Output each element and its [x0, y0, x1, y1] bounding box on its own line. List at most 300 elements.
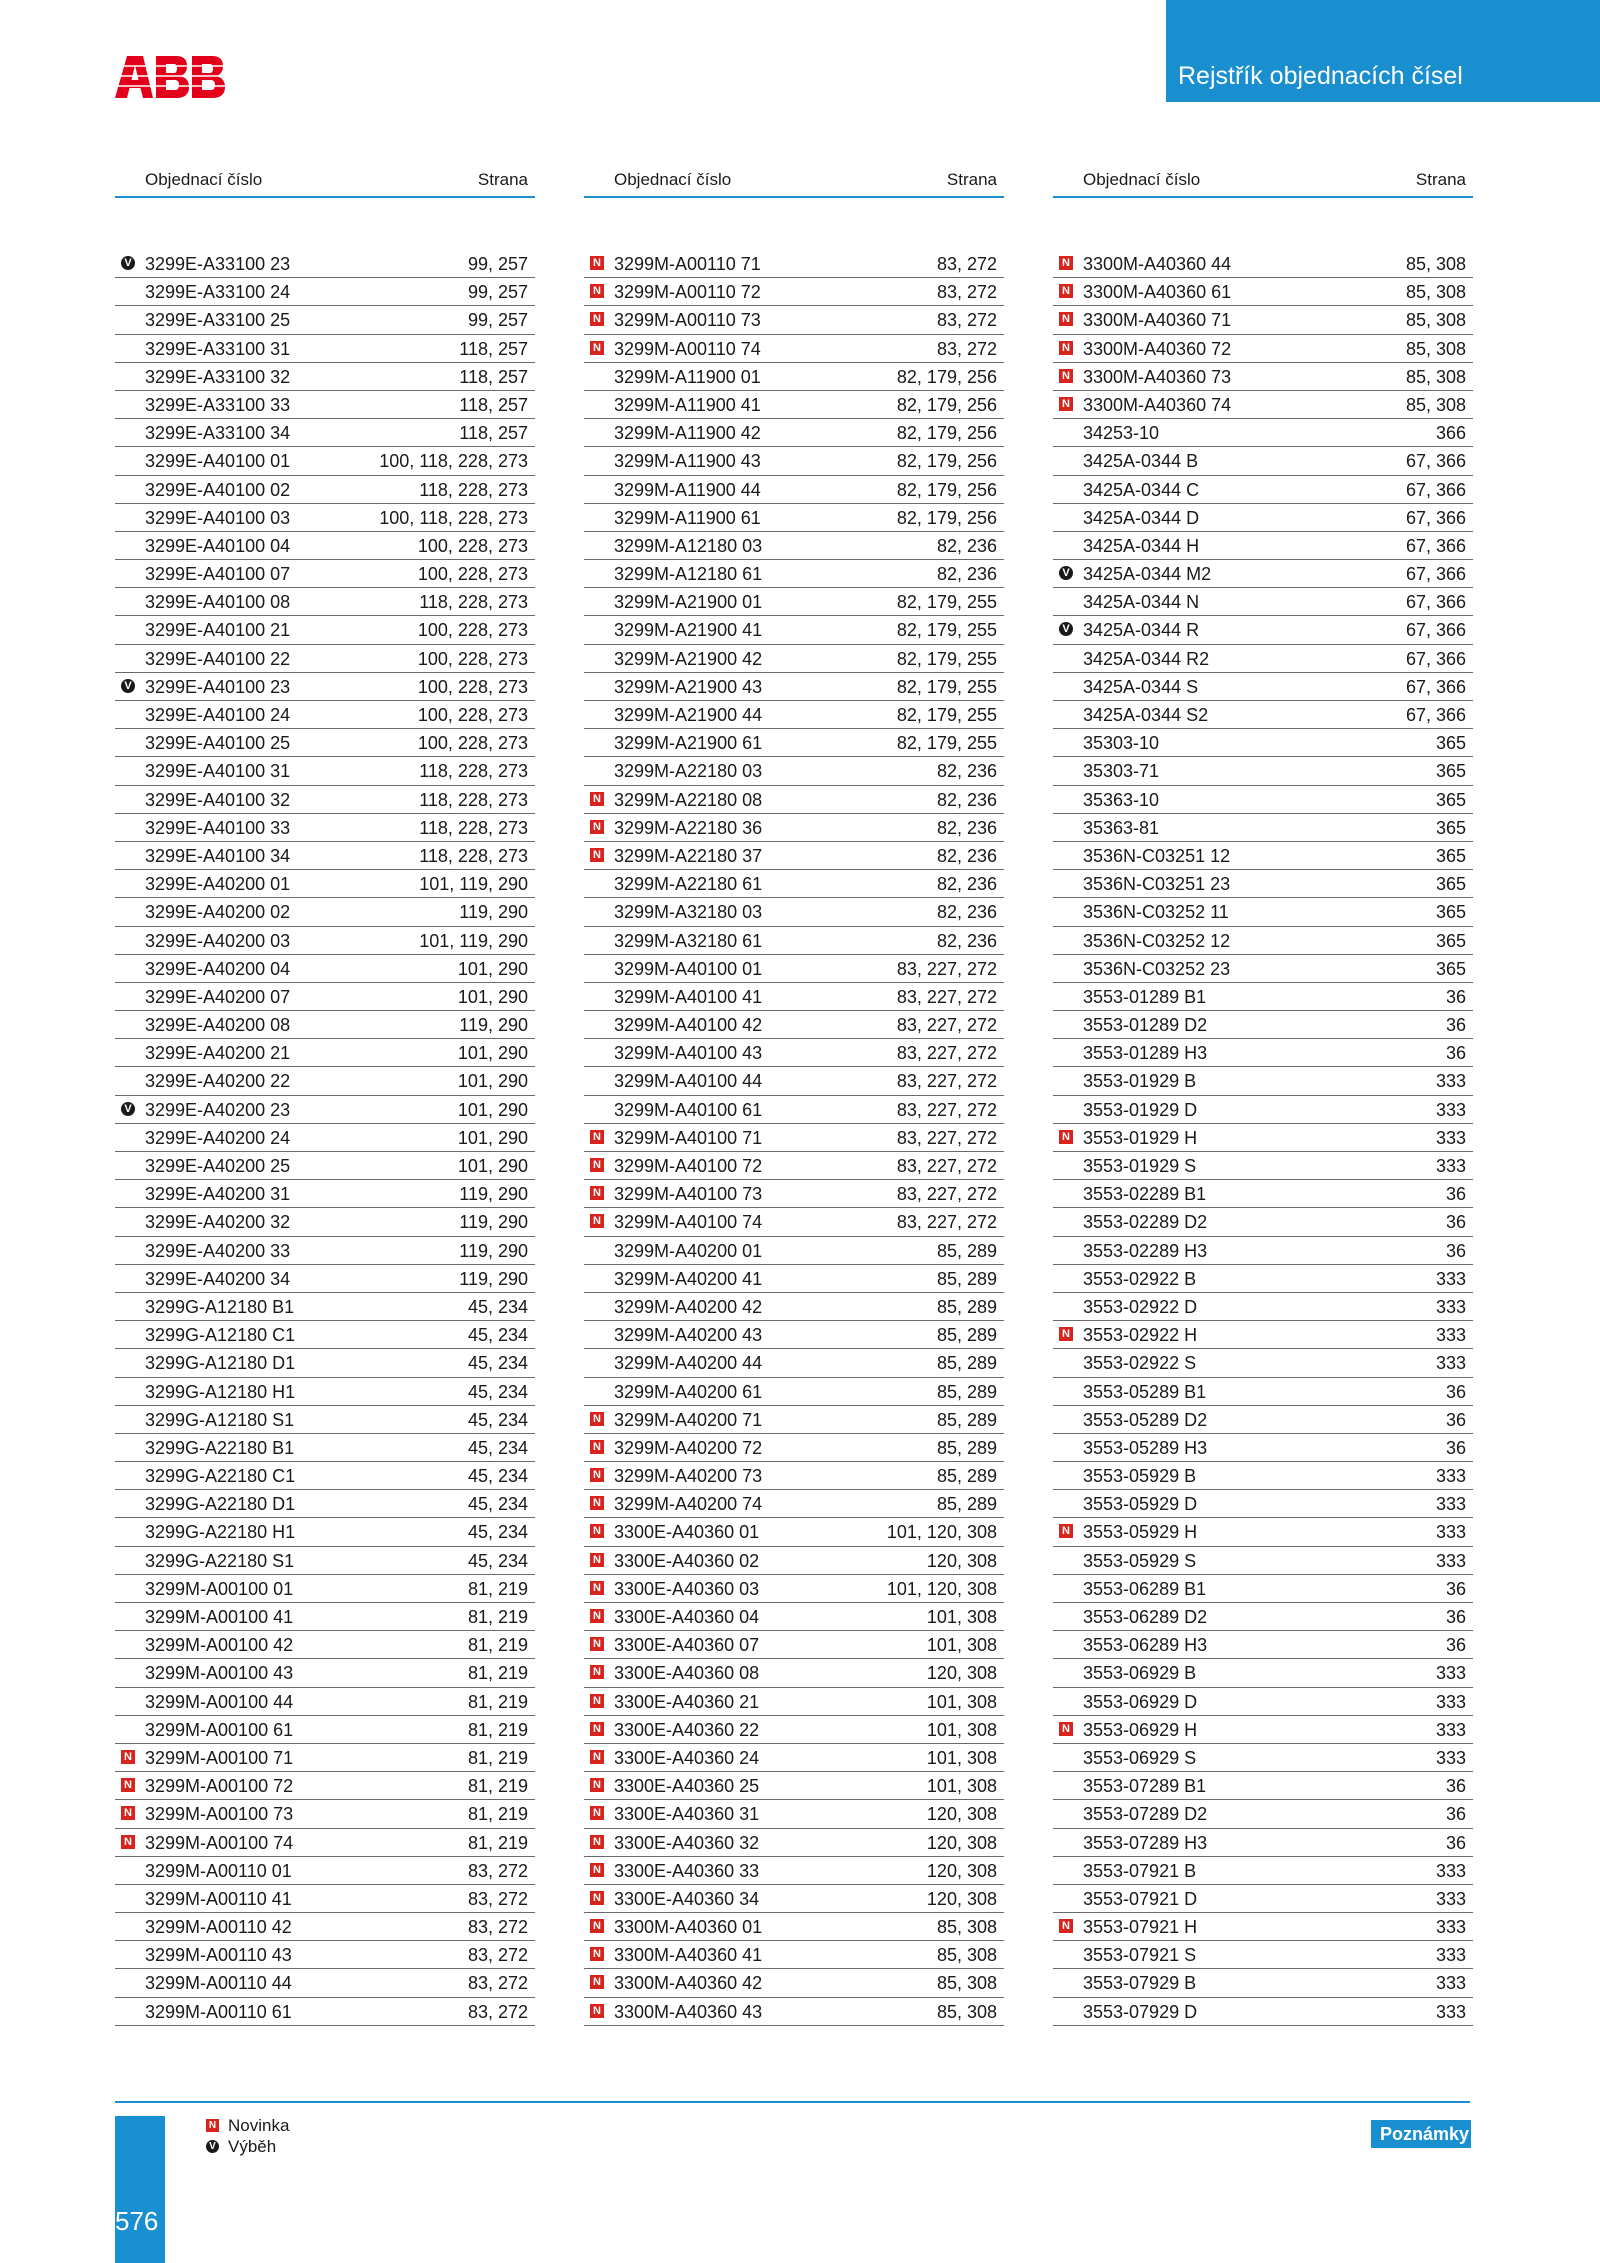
page-reference: 333	[1435, 1663, 1466, 1684]
index-row	[115, 1208, 535, 1236]
page-reference: 83, 227, 272	[896, 1156, 997, 1176]
page-reference: 101, 290	[457, 1127, 528, 1148]
order-number: 3553-01289 D2	[1083, 1015, 1208, 1036]
order-number: 3300E-A40360 25	[614, 1776, 760, 1797]
order-number: 3299M-A22180 61	[614, 874, 763, 895]
page-reference: 81, 219	[467, 1776, 528, 1797]
index-row	[115, 476, 535, 504]
index-row	[584, 1293, 1004, 1321]
order-number: 3299E-A40100 08	[145, 592, 291, 613]
page-reference: 365	[1435, 845, 1466, 866]
order-number: 3553-06289 B1	[1083, 1578, 1207, 1599]
page-reference: 45, 234	[467, 1325, 528, 1346]
index-row	[584, 504, 1004, 532]
order-number: 3299G-A22180 D1	[145, 1494, 296, 1515]
index-row	[115, 1378, 535, 1406]
index-row	[584, 1913, 1004, 1941]
index-row	[584, 250, 1004, 278]
index-row	[584, 1406, 1004, 1434]
order-number: 3299E-A40200 34	[145, 1268, 291, 1289]
index-row	[115, 1998, 535, 2026]
sale-badge-icon: V	[1059, 566, 1073, 580]
index-row	[115, 1800, 535, 1828]
index-row	[115, 814, 535, 842]
index-row	[1053, 1152, 1473, 1180]
page-reference: 365	[1435, 761, 1466, 782]
order-number: 3299E-A40200 25	[145, 1156, 291, 1176]
index-row	[584, 645, 1004, 673]
notes-label: Poznámky	[1380, 2124, 1470, 2144]
order-number: 3299M-A40100 61	[614, 1099, 763, 1120]
index-row	[1053, 532, 1473, 560]
page-reference: 118, 257	[459, 394, 528, 415]
page-reference: 36	[1445, 1578, 1466, 1599]
order-number: 3299E-A33100 25	[145, 310, 291, 331]
index-row	[584, 306, 1004, 334]
order-number: 3299E-A40100 34	[145, 845, 291, 866]
index-row	[1053, 1744, 1473, 1772]
page-reference: 101, 308	[926, 1607, 997, 1627]
order-number: 3300E-A40360 07	[614, 1635, 760, 1656]
order-number: 3299M-A40100 41	[614, 986, 763, 1007]
order-number: 35303-71	[1083, 761, 1160, 782]
page-reference: 45, 234	[467, 1550, 528, 1571]
page-reference: 118, 228, 273	[419, 845, 528, 866]
page-reference: 83, 272	[936, 310, 997, 331]
page-reference: 101, 120, 308	[886, 1578, 997, 1599]
new-badge-icon: N	[1059, 312, 1073, 326]
order-number: 3300E-A40360 34	[614, 1888, 760, 1909]
index-row	[584, 1349, 1004, 1377]
page-reference: 67, 366	[1405, 564, 1466, 585]
index-row	[584, 278, 1004, 306]
order-number: 3299E-A40100 02	[145, 479, 291, 500]
page-reference: 82, 179, 256	[896, 479, 997, 500]
index-row	[584, 363, 1004, 391]
page-reference: 101, 119, 290	[419, 930, 528, 951]
order-number: 3300M-A40360 41	[614, 1945, 763, 1966]
order-number: 3300E-A40360 01	[614, 1522, 760, 1543]
order-number: 3300M-A40360 72	[1083, 338, 1232, 359]
index-row	[584, 616, 1004, 644]
header-bar	[1166, 0, 1600, 102]
index-row	[115, 898, 535, 926]
page-reference: 120, 308	[926, 1804, 997, 1825]
index-row	[584, 898, 1004, 926]
index-row	[115, 701, 535, 729]
order-number: 3299E-A40200 02	[145, 902, 291, 923]
index-row	[1053, 898, 1473, 926]
order-number: 3299M-A40200 44	[614, 1353, 763, 1374]
index-row	[584, 1744, 1004, 1772]
page-reference: 36	[1445, 1607, 1466, 1627]
order-number: 3299E-A40200 32	[145, 1212, 291, 1233]
page-reference: 82, 179, 256	[896, 366, 997, 387]
index-row	[115, 1265, 535, 1293]
index-row	[584, 335, 1004, 363]
page-reference: 67, 366	[1405, 451, 1466, 472]
order-number: 3300E-A40360 33	[614, 1860, 760, 1881]
order-number: 3299E-A40100 31	[145, 761, 291, 782]
page-reference: 36	[1445, 1635, 1466, 1656]
page-reference: 83, 227, 272	[896, 986, 997, 1007]
page-reference: 83, 272	[467, 2001, 528, 2022]
index-row	[115, 1547, 535, 1575]
page-reference: 82, 236	[936, 564, 997, 585]
page-reference: 333	[1435, 1747, 1466, 1768]
new-badge-icon: N	[1059, 1130, 1073, 1144]
page-reference: 67, 366	[1405, 535, 1466, 556]
index-rows	[1053, 250, 1473, 2026]
page-reference: 85, 289	[936, 1296, 997, 1317]
page-reference: 85, 289	[936, 1240, 997, 1261]
index-row	[1053, 927, 1473, 955]
new-badge-icon: N	[590, 1806, 604, 1820]
new-badge-icon: N	[590, 341, 604, 355]
index-row	[1053, 560, 1473, 588]
order-number: 3553-05929 H	[1083, 1522, 1198, 1543]
page-reference: 333	[1435, 1550, 1466, 1571]
order-number: 3299E-A40100 03	[145, 507, 291, 528]
new-badge-icon: N	[590, 1468, 604, 1482]
order-number: 3299M-A00110 42	[145, 1917, 292, 1938]
order-number: 3553-05929 D	[1083, 1494, 1198, 1515]
index-row	[1053, 1659, 1473, 1687]
index-row	[1053, 476, 1473, 504]
order-number: 3553-07921 B	[1083, 1860, 1197, 1881]
page-reference: 333	[1435, 1071, 1466, 1092]
order-number: 3299M-A40200 42	[614, 1296, 763, 1317]
index-row	[1053, 1857, 1473, 1885]
page-reference: 333	[1435, 1888, 1466, 1909]
index-row	[115, 1011, 535, 1039]
new-badge-icon: N	[590, 1863, 604, 1877]
index-row	[584, 1378, 1004, 1406]
index-row	[584, 1152, 1004, 1180]
order-number: 3299E-A33100 24	[145, 282, 291, 303]
order-number: 3299M-A40100 43	[614, 1043, 763, 1064]
order-number: 3299M-A21900 43	[614, 676, 763, 697]
page-reference: 81, 219	[467, 1832, 528, 1853]
index-row	[584, 560, 1004, 588]
order-number: 3300E-A40360 02	[614, 1550, 760, 1571]
index-row	[584, 419, 1004, 447]
order-number: 3299M-A40200 74	[614, 1494, 763, 1515]
index-row	[115, 1688, 535, 1716]
index-row	[115, 1659, 535, 1687]
page-reference: 81, 219	[467, 1804, 528, 1825]
index-row	[584, 1547, 1004, 1575]
new-badge-icon: N	[1059, 1327, 1073, 1341]
order-number: 3553-02922 S	[1083, 1353, 1197, 1374]
order-number: 3553-02922 H	[1083, 1325, 1198, 1346]
page-reference: 366	[1435, 423, 1466, 444]
index-row	[115, 729, 535, 757]
page-reference: 36	[1445, 1184, 1466, 1205]
page-reference: 36	[1445, 1212, 1466, 1233]
page-reference: 36	[1445, 1804, 1466, 1825]
order-number: 3299M-A22180 08	[614, 789, 763, 810]
page-reference: 67, 366	[1405, 648, 1466, 669]
index-row	[115, 1406, 535, 1434]
index-row	[584, 870, 1004, 898]
page-reference: 101, 290	[457, 1071, 528, 1092]
column-header	[1053, 166, 1473, 196]
code-header: Objednací číslo	[1083, 170, 1201, 189]
new-badge-icon: N	[590, 1609, 604, 1623]
order-number: 3299E-A40200 03	[145, 930, 291, 951]
index-row	[584, 1885, 1004, 1913]
index-row	[584, 1857, 1004, 1885]
page-reference: 83, 227, 272	[896, 1015, 997, 1036]
page-reference: 120, 308	[926, 1860, 997, 1881]
page-reference: 82, 179, 255	[896, 705, 997, 725]
page-reference: 36	[1445, 1043, 1466, 1064]
order-number: 3299E-A40100 21	[145, 620, 291, 641]
header-rule	[1053, 196, 1473, 198]
page-reference: 99, 257	[467, 310, 528, 331]
page-reference: 333	[1435, 1156, 1466, 1176]
page-reference: 83, 227, 272	[896, 1184, 997, 1205]
index-row	[584, 1969, 1004, 1997]
index-row	[115, 1067, 535, 1095]
page-reference: 118, 257	[459, 423, 528, 444]
order-number: 3299M-A00110 61	[145, 2001, 292, 2022]
legend-label: Novinka	[228, 2116, 290, 2135]
index-row	[115, 391, 535, 419]
order-number: 3299M-A40100 71	[614, 1127, 763, 1148]
order-number: 35363-10	[1083, 789, 1160, 810]
index-row	[584, 1829, 1004, 1857]
page-reference: 82, 236	[936, 817, 997, 838]
index-row	[584, 1716, 1004, 1744]
page-reference: 83, 272	[467, 1888, 528, 1909]
column-header	[115, 166, 535, 196]
order-number: 3299M-A32180 61	[614, 930, 763, 951]
order-number: 3299E-A40200 07	[145, 986, 291, 1007]
page-reference: 82, 179, 255	[896, 648, 997, 669]
order-number: 3300E-A40360 22	[614, 1719, 760, 1740]
page-reference: 36	[1445, 1409, 1466, 1430]
index-row	[115, 1857, 535, 1885]
index-row	[1053, 1885, 1473, 1913]
page-reference: 365	[1435, 930, 1466, 951]
order-number: 3553-05929 S	[1083, 1550, 1197, 1571]
page-reference: 365	[1435, 902, 1466, 923]
index-row	[115, 335, 535, 363]
index-row	[1053, 1265, 1473, 1293]
index-row	[1053, 786, 1473, 814]
order-number: 3553-01289 B1	[1083, 986, 1207, 1007]
order-number: 3300E-A40360 32	[614, 1832, 760, 1853]
order-number: 3299E-A40200 22	[145, 1071, 291, 1092]
order-number: 35363-81	[1083, 817, 1160, 838]
page-reference: 101, 119, 290	[419, 874, 528, 895]
index-rows	[584, 250, 1004, 2026]
index-row	[584, 1180, 1004, 1208]
page-reference: 67, 366	[1405, 592, 1466, 613]
new-badge-icon: N	[590, 1440, 604, 1454]
page-reference: 82, 179, 256	[896, 507, 997, 528]
order-number: 3536N-C03252 11	[1083, 902, 1229, 923]
index-row	[1053, 504, 1473, 532]
order-number: 3299M-A00110 74	[614, 338, 761, 359]
order-number: 3553-02289 D2	[1083, 1212, 1208, 1233]
new-badge-icon: N	[121, 1750, 135, 1764]
page-reference: 99, 257	[467, 254, 528, 274]
footer-rule	[115, 2101, 1470, 2103]
order-number: 3299M-A40200 72	[614, 1437, 763, 1458]
new-badge-icon: N	[590, 820, 604, 834]
page-reference: 36	[1445, 1381, 1466, 1402]
index-row	[1053, 363, 1473, 391]
page-reference: 36	[1445, 986, 1466, 1007]
order-number: 3553-06289 H3	[1083, 1635, 1208, 1656]
index-row	[584, 1039, 1004, 1067]
index-row	[115, 673, 535, 701]
index-row	[584, 983, 1004, 1011]
index-row	[584, 842, 1004, 870]
order-number: 3299G-A22180 C1	[145, 1466, 296, 1487]
page-reference: 119, 290	[459, 1240, 528, 1261]
notes-tab[interactable]	[1371, 2120, 1471, 2148]
order-number: 3299E-A40200 31	[145, 1184, 291, 1205]
order-number: 3299E-A40200 04	[145, 958, 291, 979]
order-number: 3299M-A00110 71	[614, 254, 761, 274]
new-badge-icon: N	[590, 1553, 604, 1567]
index-row	[584, 955, 1004, 983]
page-reference: 119, 290	[459, 1212, 528, 1233]
page-reference: 82, 236	[936, 902, 997, 923]
page-reference: 67, 366	[1405, 479, 1466, 500]
page-reference: 67, 366	[1405, 676, 1466, 697]
order-number: 3299E-A40200 23	[145, 1099, 291, 1120]
order-number: 3553-02922 D	[1083, 1296, 1198, 1317]
order-number: 3299M-A00100 61	[145, 1719, 294, 1740]
order-number: 3300M-A40360 43	[614, 2001, 763, 2022]
order-number: 3553-07921 D	[1083, 1888, 1198, 1909]
order-number: 3425A-0344 B	[1083, 451, 1199, 472]
index-row	[584, 673, 1004, 701]
page-reference: 333	[1435, 1353, 1466, 1374]
index-row	[584, 1124, 1004, 1152]
order-number: 3299E-A40100 25	[145, 733, 291, 754]
order-number: 3299G-A12180 C1	[145, 1325, 296, 1346]
page-reference: 81, 219	[467, 1607, 528, 1627]
index-row	[115, 1434, 535, 1462]
index-row	[115, 955, 535, 983]
index-row	[115, 1744, 535, 1772]
order-number: 3299M-A21900 44	[614, 705, 763, 725]
index-row	[115, 1829, 535, 1857]
index-row	[115, 1518, 535, 1546]
page-reference: 82, 236	[936, 761, 997, 782]
order-number: 3299M-A40200 73	[614, 1466, 763, 1487]
index-row	[115, 250, 535, 278]
page-reference: 81, 219	[467, 1747, 528, 1768]
page-reference: 85, 308	[1405, 394, 1466, 415]
index-row	[115, 1039, 535, 1067]
page-reference: 101, 290	[457, 958, 528, 979]
order-number: 3299M-A11900 44	[614, 479, 761, 500]
new-badge-icon: N	[1059, 397, 1073, 411]
page-reference: 82, 179, 256	[896, 394, 997, 415]
page-reference: 81, 219	[467, 1719, 528, 1740]
new-badge-icon: N	[1059, 369, 1073, 383]
index-row	[584, 1462, 1004, 1490]
order-number: 3300E-A40360 08	[614, 1663, 760, 1684]
order-number: 3299M-A21900 42	[614, 648, 763, 669]
order-number: 3299M-A11900 41	[614, 394, 761, 415]
index-row	[584, 1603, 1004, 1631]
new-badge-icon: N	[590, 848, 604, 862]
new-badge-icon: N	[590, 1891, 604, 1905]
index-row	[1053, 335, 1473, 363]
order-number: 3299M-A21900 01	[614, 592, 763, 613]
page-reference: 82, 179, 255	[896, 733, 997, 754]
page-reference: 45, 234	[467, 1296, 528, 1317]
order-number: 3553-01929 B	[1083, 1071, 1197, 1092]
page-reference: 85, 289	[936, 1325, 997, 1346]
page-reference: 83, 272	[936, 282, 997, 303]
order-number: 3299E-A40200 01	[145, 874, 291, 895]
order-number: 3299E-A33100 34	[145, 423, 291, 444]
order-number: 3425A-0344 C	[1083, 479, 1200, 500]
order-number: 3553-07289 D2	[1083, 1804, 1208, 1825]
page-reference: 83, 227, 272	[896, 1127, 997, 1148]
index-row	[115, 1321, 535, 1349]
page-reference: 333	[1435, 1860, 1466, 1881]
index-row	[584, 1096, 1004, 1124]
page-reference: 333	[1435, 1691, 1466, 1712]
page-reference: 85, 308	[936, 1917, 997, 1938]
page-reference: 81, 219	[467, 1691, 528, 1712]
index-row	[584, 729, 1004, 757]
page-reference: 85, 308	[1405, 366, 1466, 387]
page-reference: 85, 289	[936, 1437, 997, 1458]
index-row	[584, 1772, 1004, 1800]
index-row	[584, 1941, 1004, 1969]
index-row	[1053, 673, 1473, 701]
index-row	[115, 588, 535, 616]
index-row	[1053, 1547, 1473, 1575]
page-reference: 120, 308	[926, 1832, 997, 1853]
order-number: 3299M-A40100 73	[614, 1184, 763, 1205]
page-reference: 83, 272	[467, 1945, 528, 1966]
page-reference: 333	[1435, 1099, 1466, 1120]
order-number: 3299M-A00100 44	[145, 1691, 294, 1712]
order-number: 3553-06929 H	[1083, 1719, 1198, 1740]
page-reference: 82, 179, 255	[896, 592, 997, 613]
page-reference: 82, 236	[936, 789, 997, 810]
index-row	[115, 1575, 535, 1603]
page-reference: 36	[1445, 1240, 1466, 1261]
index-row	[1053, 870, 1473, 898]
page-reference: 82, 179, 256	[896, 423, 997, 444]
index-row	[115, 870, 535, 898]
index-row	[1053, 1913, 1473, 1941]
index-row	[584, 1265, 1004, 1293]
new-badge-icon: N	[590, 284, 604, 298]
index-row	[1053, 1434, 1473, 1462]
index-row	[1053, 1039, 1473, 1067]
new-badge-icon: N	[1059, 256, 1073, 270]
index-row	[115, 757, 535, 785]
order-number: 3425A-0344 N	[1083, 592, 1200, 613]
page-reference: 85, 289	[936, 1268, 997, 1289]
page-reference: 333	[1435, 1917, 1466, 1938]
order-number: 3299M-A40200 41	[614, 1268, 763, 1289]
